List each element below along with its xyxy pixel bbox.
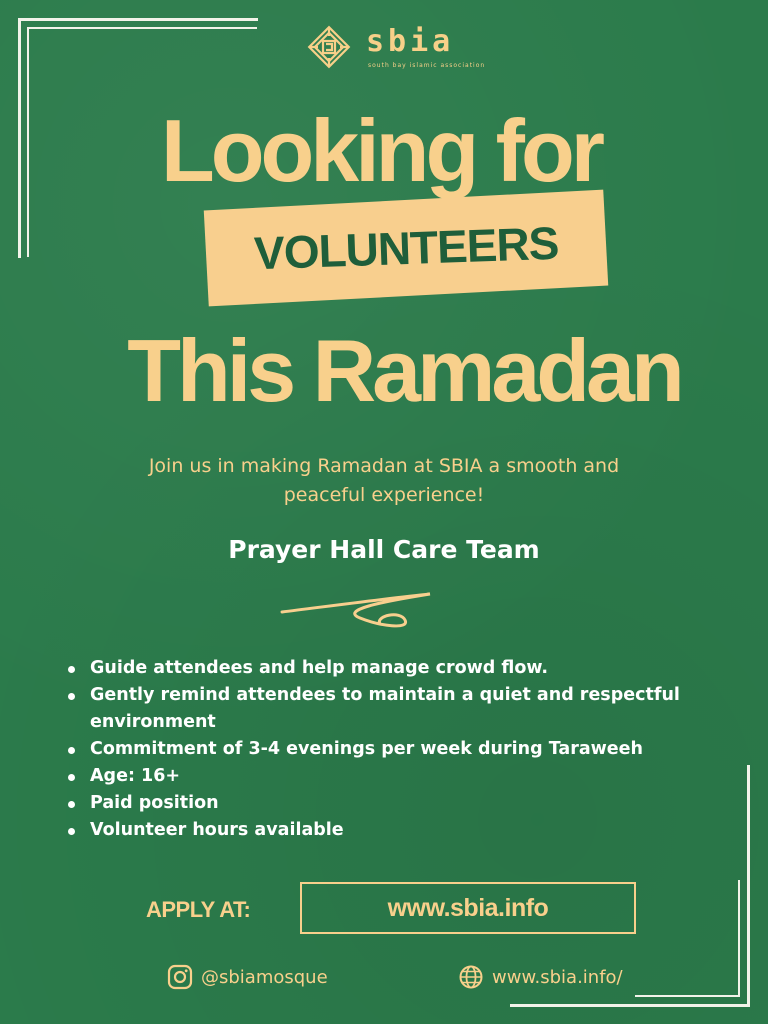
bullet-dot bbox=[68, 693, 75, 700]
bullet-text: Gently remind attendees to maintain a quiet and respectful environment bbox=[90, 685, 680, 732]
logo-name: sbia bbox=[366, 24, 455, 59]
apply-label: APPLY AT: bbox=[146, 897, 251, 922]
frame-line bbox=[747, 765, 750, 1007]
logo-tagline: south bay islamic association bbox=[368, 62, 486, 69]
frame-line bbox=[18, 18, 258, 21]
sbia-logo-icon bbox=[304, 22, 354, 72]
bullet-dot bbox=[68, 747, 75, 754]
list-item bbox=[66, 655, 726, 682]
apply-link[interactable]: www.sbia.info bbox=[300, 882, 636, 934]
volunteers-text: VOLUNTEERS bbox=[252, 216, 560, 280]
frame-line bbox=[27, 27, 257, 29]
team-title: Prayer Hall Care Team bbox=[228, 535, 540, 564]
bullet-text: Guide attendees and help manage crowd flow. bbox=[90, 658, 549, 678]
intro-line2: peaceful experience! bbox=[283, 484, 485, 506]
frame-line bbox=[738, 880, 740, 997]
headline-line1: Looking for bbox=[161, 101, 601, 200]
bullet-dot bbox=[68, 828, 75, 835]
headline-line2: This Ramadan bbox=[127, 321, 681, 420]
list-item bbox=[66, 736, 726, 763]
bullet-text: Age: 16+ bbox=[90, 766, 181, 786]
squiggle-icon bbox=[280, 588, 470, 638]
bullet-list bbox=[66, 655, 726, 844]
instagram-icon bbox=[167, 964, 193, 990]
volunteers-banner bbox=[204, 190, 608, 307]
website-url: www.sbia.info/ bbox=[492, 966, 623, 988]
frame-line bbox=[510, 1004, 750, 1007]
bullet-text: Volunteer hours available bbox=[90, 820, 344, 840]
list-item bbox=[66, 763, 726, 790]
intro-line1: Join us in making Ramadan at SBIA a smooth and bbox=[148, 455, 620, 477]
bullet-text: Commitment of 3-4 evenings per week during Taraweeh bbox=[90, 739, 643, 759]
list-item bbox=[66, 682, 726, 736]
logo bbox=[304, 22, 486, 78]
intro-text bbox=[60, 452, 708, 510]
instagram-handle: @sbiamosque bbox=[201, 966, 328, 988]
bullet-dot bbox=[68, 666, 75, 673]
instagram-link[interactable] bbox=[167, 962, 328, 992]
bullet-text: Paid position bbox=[90, 793, 219, 813]
bullet-dot bbox=[68, 801, 75, 808]
website-link[interactable] bbox=[458, 962, 623, 992]
list-item bbox=[66, 790, 726, 817]
bullet-dot bbox=[68, 774, 75, 781]
globe-icon bbox=[458, 964, 484, 990]
frame-line bbox=[635, 995, 740, 997]
list-item bbox=[66, 817, 726, 844]
